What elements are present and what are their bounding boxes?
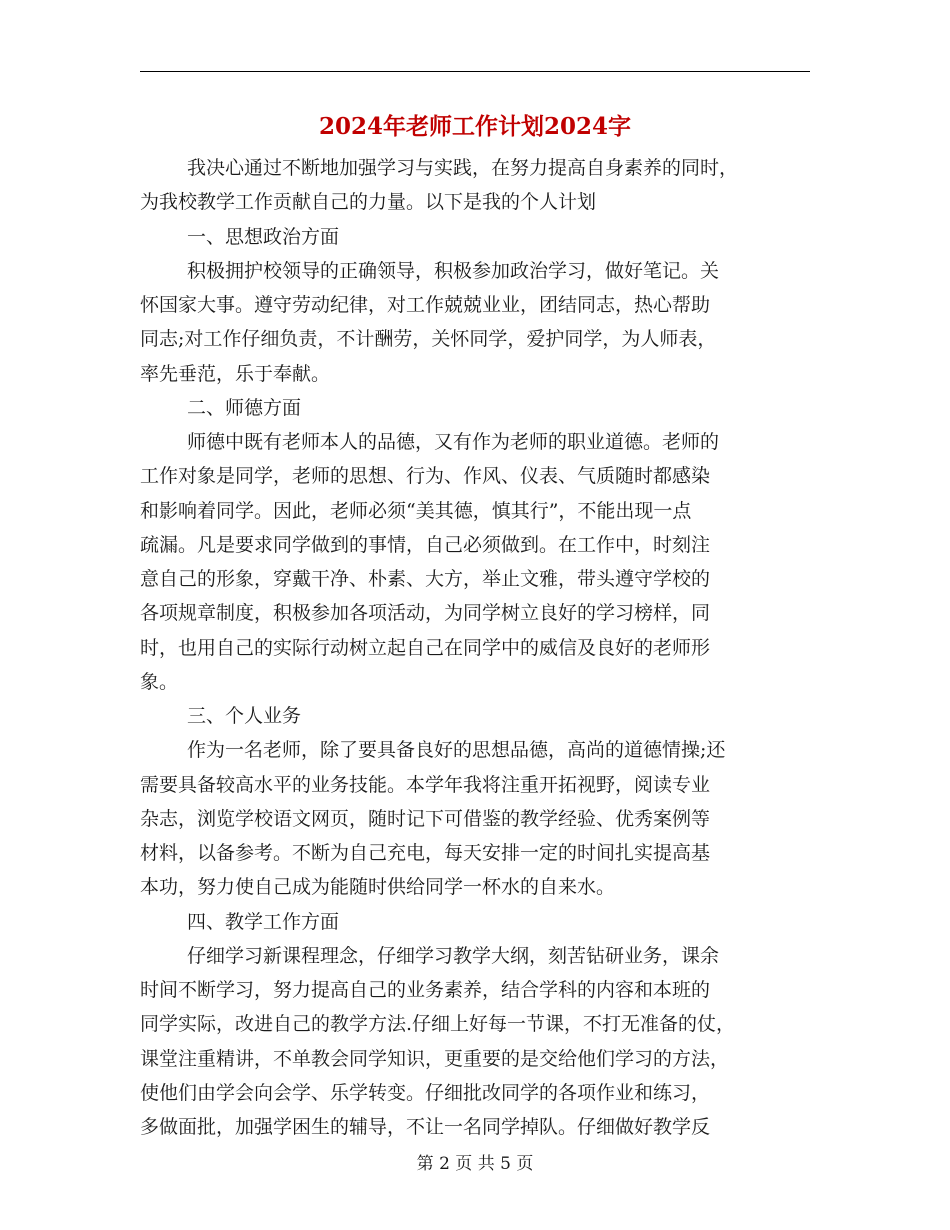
text-line: 材料，以备参考。不断为自己充电，每天安排一定的时间扎实提高基 bbox=[140, 842, 711, 864]
text-line: 时间不断学习，努力提高自己的业务素养，结合学科的内容和本班的 bbox=[140, 979, 711, 1001]
text-line: 同学实际，改进自己的教学方法.仔细上好每一节课，不打无准备的仗， bbox=[140, 1013, 736, 1036]
page-indicator: 第 2 页 共 5 页 bbox=[416, 1154, 534, 1174]
text-line: 为我校教学工作贡献自己的力量。以下是我的个人计划 bbox=[140, 191, 597, 214]
text-line: 和影响着同学。因此，老师必须“美其德，慎其行”，不能出现一点 bbox=[140, 499, 692, 522]
text-line: 课堂注重精讲，不单教会同学知识，更重要的是交给他们学习的方法， bbox=[140, 1047, 730, 1070]
text-line: 我决心通过不断地加强学习与实践，在努力提高自身素养的同时， bbox=[187, 157, 739, 179]
text-line: 积极拥护校领导的正确领导，积极参加政治学习，做好笔记。关 bbox=[187, 259, 720, 282]
text-line: 各项规章制度，积极参加各项活动，为同学树立良好的学习榜样，同 bbox=[140, 602, 711, 625]
text-line: 二、师德方面 bbox=[187, 396, 302, 419]
text-line: 象。 bbox=[140, 670, 179, 693]
text-line: 工作对象是同学，老师的思想、行为、作风、仪表、气质随时都感染 bbox=[140, 465, 711, 488]
text-line: 使他们由学会向会学、乐学转变。仔细批改同学的各项作业和练习， bbox=[140, 1081, 711, 1104]
document-title: 2024年老师工作计划2024字 bbox=[318, 113, 632, 140]
text-line: 怀国家大事。遵守劳动纪律，对工作兢兢业业，团结同志，热心帮助 bbox=[140, 294, 711, 316]
text-line: 率先垂范，乐于奉献。 bbox=[140, 362, 331, 385]
text-line: 师德中既有老师本人的品德，又有作为老师的职业道德。老师的 bbox=[187, 431, 720, 453]
text-line: 杂志，浏览学校语文网页，随时记下可借鉴的教学经验、优秀案例等 bbox=[140, 807, 711, 830]
text-line: 作为一名老师，除了要具备良好的思想品德，高尚的道德情操;还 bbox=[187, 739, 726, 762]
header-rule bbox=[140, 71, 810, 72]
text-line: 时，也用自己的实际行动树立起自己在同学中的威信及良好的老师形 bbox=[140, 636, 711, 659]
text-line: 三、个人业务 bbox=[187, 705, 302, 727]
document-body bbox=[140, 151, 810, 1144]
text-line: 同志;对工作仔细负责，不计酬劳，关怀同学，爱护同学，为人师表， bbox=[140, 328, 717, 351]
text-line: 本功，努力使自己成为能随时供给同学一杯水的自来水。 bbox=[140, 876, 616, 899]
text-line: 四、教学工作方面 bbox=[187, 910, 340, 933]
text-line: 意自己的形象，穿戴干净、朴素、大方，举止文雅，带头遵守学校的 bbox=[140, 568, 711, 590]
text-line: 仔细学习新课程理念，仔细学习教学大纲，刻苦钻研业务，课余 bbox=[187, 944, 720, 967]
text-line: 疏漏。凡是要求同学做到的事情，自己必须做到。在工作中，时刻注 bbox=[140, 533, 711, 556]
text-line: 一、思想政治方面 bbox=[187, 225, 340, 248]
text-line: 需要具备较高水平的业务技能。本学年我将注重开拓视野，阅读专业 bbox=[140, 773, 711, 796]
text-line: 多做面批，加强学困生的辅导，不让一名同学掉队。仔细做好教学反 bbox=[140, 1116, 711, 1138]
